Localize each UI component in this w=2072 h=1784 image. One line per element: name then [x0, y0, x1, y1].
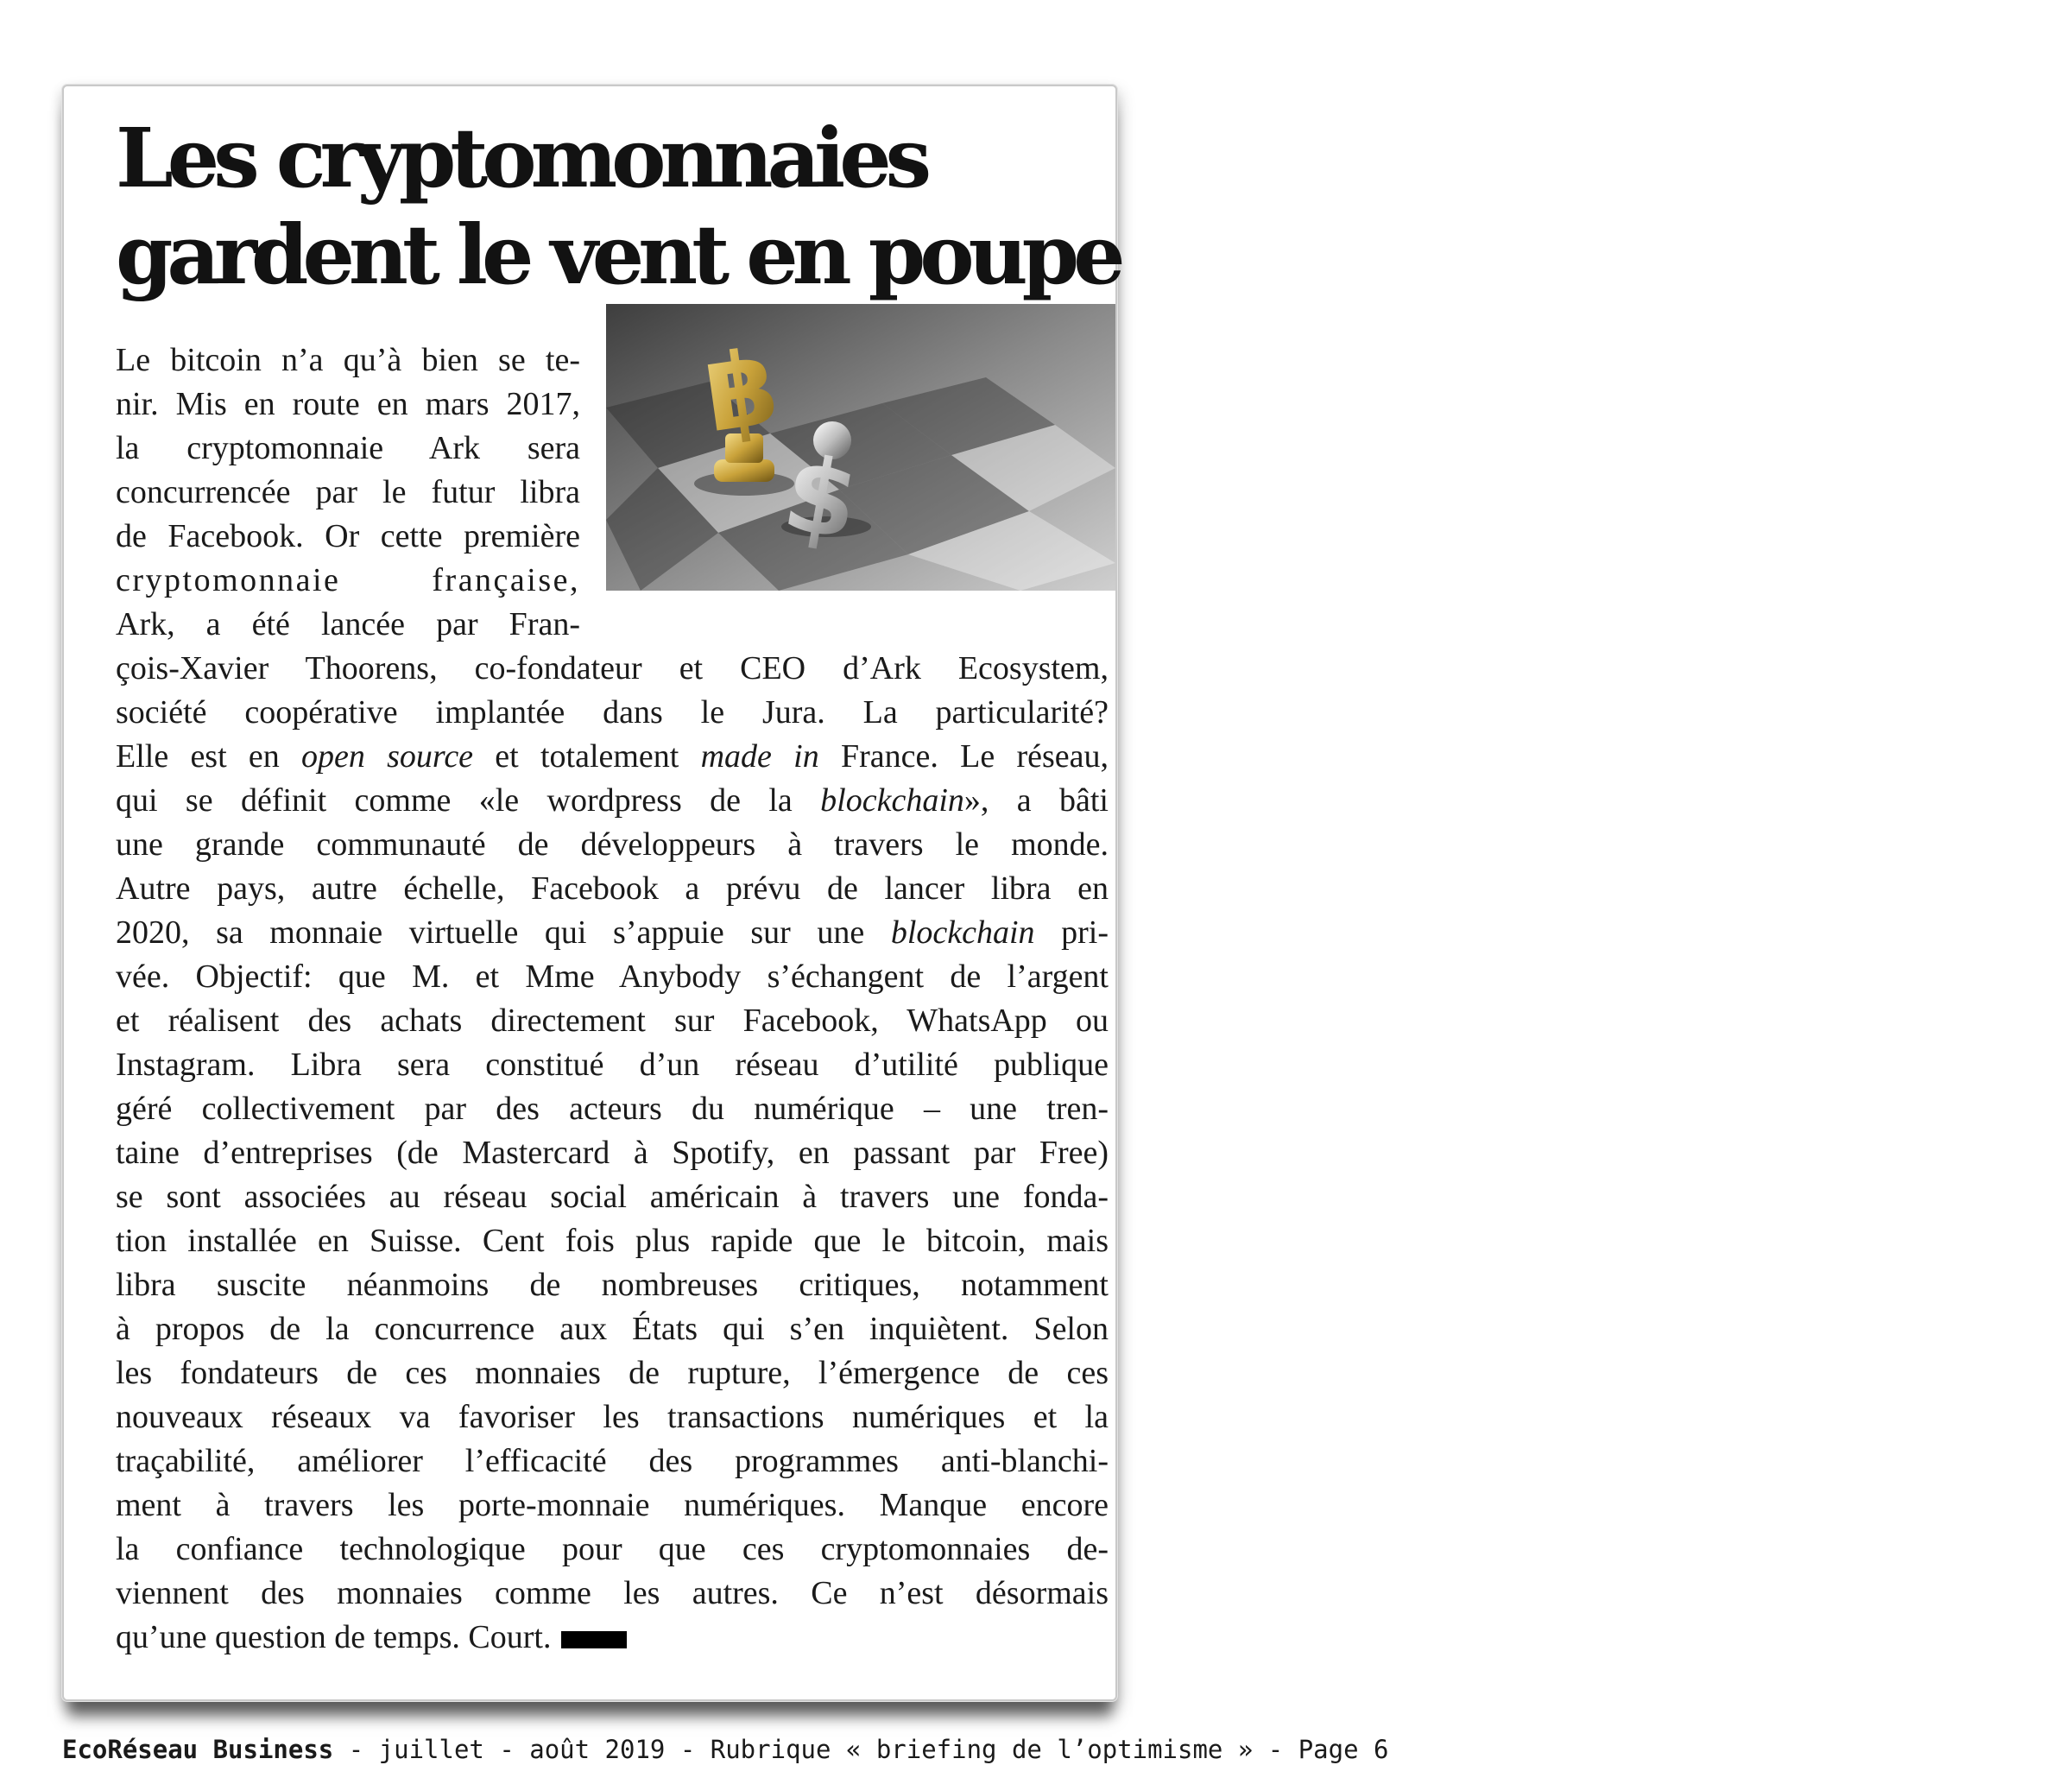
- svg-text:$: $: [774, 433, 868, 565]
- body-italic-segment: open source: [301, 738, 474, 775]
- body-segment: Elle est en: [116, 738, 302, 775]
- page-footer: [62, 1735, 1388, 1764]
- body-line: concurrencée par le futur libra: [116, 474, 580, 510]
- body-line: nouveaux réseaux va favoriser les transactions numériques et la: [116, 1399, 1109, 1435]
- body-line: vée. Objectif: que M. et Mme Anybody s’échangent de l’argent: [116, 958, 1109, 995]
- body-segment: qui se définit comme «le wordpress de la: [116, 782, 821, 819]
- body-segment: », a bâti: [963, 782, 1109, 819]
- body-italic-segment: blockchain: [890, 914, 1035, 951]
- body-line: [116, 735, 1109, 779]
- headline-line-2: gardent le vent en poupe: [116, 207, 1120, 303]
- footer-details: - juillet - août 2019 - Rubrique « briefing de l’optimisme » - Page 6: [333, 1735, 1389, 1764]
- body-line: société coopérative implantée dans le Jura. La particularité?: [116, 694, 1109, 731]
- body-segment: 2020, sa monnaie virtuelle qui s’appuie sur une: [116, 914, 891, 951]
- body-line: cryptomonnaie française,: [116, 562, 580, 598]
- headline-line-1: Les cryptomonnaies: [116, 111, 926, 206]
- body-line: traçabilité, améliorer l’efficacité des programmes anti-blanchi-: [116, 1443, 1109, 1479]
- body-line: viennent des monnaies comme les autres. Ce n’est désormais: [116, 1575, 1109, 1611]
- body-line: Autre pays, autre échelle, Facebook a prévu de lancer libra en: [116, 870, 1109, 907]
- body-line: Le bitcoin n’a qu’à bien se te-: [116, 342, 580, 378]
- body-line: [116, 911, 1109, 955]
- body-line: les fondateurs de ces monnaies de rupture, l’émergence de ces: [116, 1355, 1109, 1391]
- article-headline: [116, 111, 1120, 304]
- body-line: à propos de la concurrence aux États qui s’en inquiètent. Selon: [116, 1311, 1109, 1347]
- body-segment: pri-: [1034, 914, 1109, 951]
- body-line: nir. Mis en route en mars 2017,: [116, 386, 580, 422]
- body-segment: et totalement: [473, 738, 701, 775]
- body-line: une grande communauté de développeurs à travers le monde.: [116, 826, 1109, 863]
- body-line: [116, 779, 1109, 823]
- body-segment: qu’une question de temps. Court.: [116, 1619, 552, 1655]
- body-line: taine d’entreprises (de Mastercard à Spotify, en passant par Free): [116, 1135, 1109, 1171]
- body-line: se sont associées au réseau social américain à travers une fonda-: [116, 1179, 1109, 1215]
- body-line: de Facebook. Or cette première: [116, 518, 580, 554]
- body-italic-segment: made in: [700, 738, 819, 775]
- body-line: çois-Xavier Thoorens, co-fondateur et CEO d’Ark Ecosystem,: [116, 650, 1109, 686]
- newspaper-clipping: [62, 85, 1120, 1701]
- publication-name: EcoRéseau Business: [62, 1735, 334, 1764]
- end-of-article-mark: [561, 1631, 627, 1648]
- body-line: [116, 1616, 1109, 1660]
- svg-text:฿: ฿: [697, 326, 786, 457]
- article-body: [116, 338, 1109, 1660]
- body-line: Instagram. Libra sera constitué d’un réseau d’utilité publique: [116, 1047, 1109, 1083]
- body-line: Ark, a été lancée par Fran-: [116, 606, 580, 642]
- body-line: tion installée en Suisse. Cent fois plus rapide que le bitcoin, mais: [116, 1223, 1109, 1259]
- body-line: et réalisent des achats directement sur Facebook, WhatsApp ou: [116, 1003, 1109, 1039]
- body-line: géré collectivement par des acteurs du numérique – une tren-: [116, 1091, 1109, 1127]
- body-italic-segment: blockchain: [820, 782, 964, 819]
- body-line: la confiance technologique pour que ces cryptomonnaies de-: [116, 1531, 1109, 1567]
- body-line: la cryptomonnaie Ark sera: [116, 430, 580, 466]
- body-segment: France. Le réseau,: [818, 738, 1109, 775]
- body-line: ment à travers les porte-monnaie numériques. Manque encore: [116, 1487, 1109, 1523]
- body-line: libra suscite néanmoins de nombreuses critiques, notamment: [116, 1267, 1109, 1303]
